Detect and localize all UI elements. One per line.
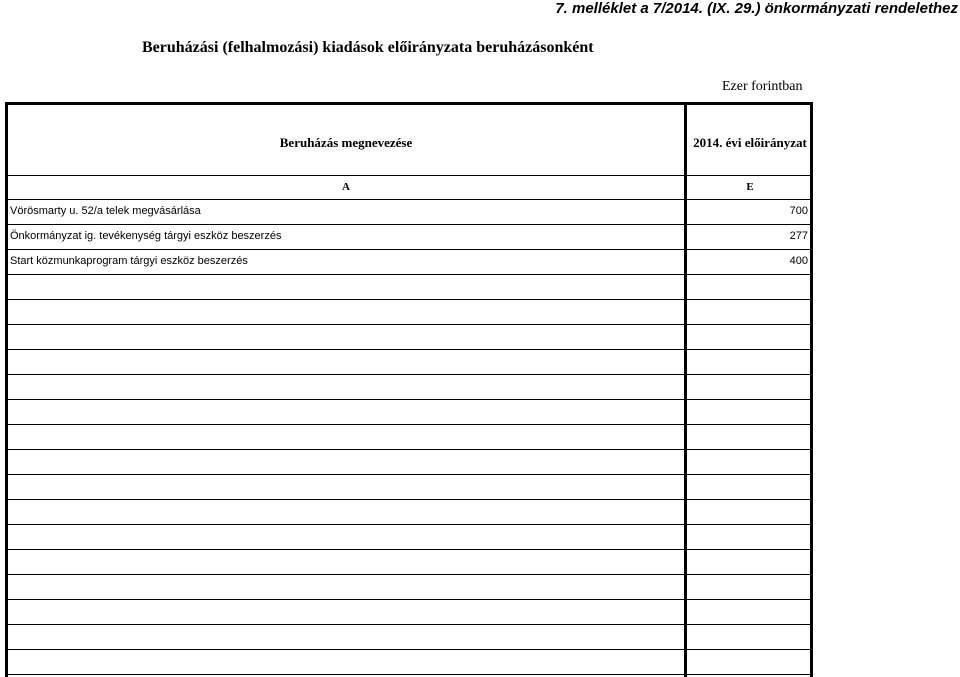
empty-row (8, 300, 810, 325)
row-name: Vörösmarty u. 52/a telek megvásárlása (10, 205, 201, 217)
table-row (8, 200, 810, 225)
page-title: Beruházási (felhalmozási) kiadások előirányzata beruházásonként (142, 39, 594, 56)
column-letter-a: A (342, 181, 350, 193)
empty-row (8, 600, 810, 625)
empty-row (8, 500, 810, 525)
empty-row (8, 625, 810, 650)
table-header-row (8, 105, 810, 176)
column-letter-row (8, 176, 810, 200)
row-value: 277 (789, 230, 808, 242)
column-letter-e: E (746, 181, 754, 193)
unit-label: Ezer forintban (722, 79, 803, 94)
row-name: Önkormányzat ig. tevékenység tárgyi eszköz beszerzés (10, 230, 282, 242)
table-row (8, 225, 810, 250)
empty-row (8, 650, 810, 675)
budget-table (5, 102, 813, 677)
empty-row (8, 275, 810, 300)
empty-row (8, 475, 810, 500)
empty-row (8, 400, 810, 425)
annex-heading: 7. melléklet a 7/2014. (IX. 29.) önkormányzati rendelethez (555, 0, 958, 17)
table-row (8, 250, 810, 275)
empty-row (8, 425, 810, 450)
row-value: 400 (789, 255, 808, 267)
header-name: Beruházás megnevezése (279, 135, 413, 150)
header-value: 2014. évi előirányzat (693, 135, 807, 150)
row-value: 700 (789, 205, 808, 217)
empty-row (8, 575, 810, 600)
empty-row (8, 375, 810, 400)
empty-row (8, 550, 810, 575)
row-name: Start közmunkaprogram tárgyi eszköz beszerzés (10, 255, 248, 267)
empty-row (8, 450, 810, 475)
empty-row (8, 350, 810, 375)
empty-row (8, 525, 810, 550)
empty-row (8, 325, 810, 350)
